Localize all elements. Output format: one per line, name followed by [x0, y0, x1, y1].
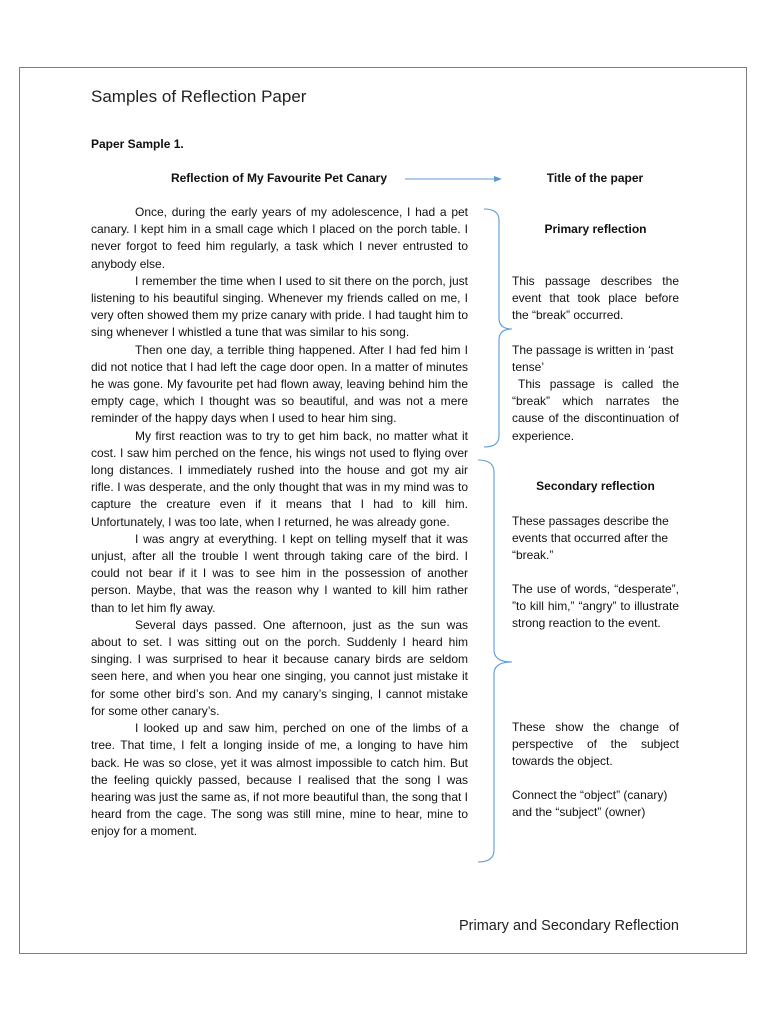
secondary-reflection-heading: Secondary reflection [536, 479, 655, 493]
primary-note-break: This passage is called the “break” which narrates the cause of the discontinuation of experience. [512, 377, 679, 443]
document-heading: Samples of Reflection Paper [91, 87, 307, 106]
essay-paragraph: I remember the time when I used to sit there on the porch, just listening to his beautiful singing. Whenever my friends called on me, I very often showed them my prize canary with pride. I had taught him to sing whenever I whistled a tune that was similar to his song. [91, 273, 468, 340]
primary-bracket [484, 209, 512, 447]
sample-label: Paper Sample 1. [91, 137, 184, 151]
secondary-note-word-use: The use of words, “desperate”, ”to kill him,” “angry” to illustrate strong reaction to the event. [512, 582, 679, 631]
footer-caption: Primary and Secondary Reflection [458, 918, 679, 934]
secondary-bracket [478, 460, 512, 862]
essay-paragraph: I was angry at everything. I kept on telling myself that it was unjust, after all the trouble I went through taking care of the bird. I could not bear if it I was to see him in the possession of another person. Maybe, that was the reason why I wanted to kill him rather than to let him fly away. [91, 531, 468, 615]
title-annotation: Title of the paper [546, 171, 644, 185]
essay-paragraph: Once, during the early years of my adolescence, I had a pet canary. I kept him in a small cage which I placed on the porch table. I never forgot to feed him regularly, a task which I never entrusted to anybody else. [91, 205, 468, 271]
secondary-note-after-break: These passages describe the events that occurred after the “break.” [512, 514, 669, 563]
primary-reflection-heading: Primary reflection [544, 222, 647, 236]
essay-paragraph: Then one day, a terrible thing happened. After I had fed him I did not notice that I had left the cage door open. In a matter of minutes he was gone. My favourite pet had flown away, leaving behind him the empty cage, which I thought was so beautiful, and was not a mere reminder of the happy days when I used to hear him sing. [91, 342, 468, 426]
essay-paragraph: I looked up and saw him, perched on one of the limbs of a tree. That time, I felt a longing inside of me, a longing to have him back. He was so close, yet it was almost impossible to catch him. But the feeling quickly passed, because I realised that the song I was hearing was just the same as, if not more beautiful than, the song that I heard from the cage. The song was still mine, mine to hear, mine to enjoy for a moment. [91, 721, 468, 839]
title-arrow-head [494, 176, 502, 182]
secondary-note-connection: Connect the “object” (canary) and the “subject” (owner) [512, 788, 668, 820]
primary-note-past-tense: The passage is written in ‘past tense’ [512, 343, 674, 375]
primary-note-before-break: This passage describes the event that took place before the “break” occurred. [512, 274, 679, 323]
essay-paragraph: My first reaction was to try to get him back, no matter what it cost. I saw him perched on the fence, his wings not used to flying over long distances. I immediately rushed into the house and got my air rifle. I was desperate, and the only thought that was in my mind was to capture the creature even if it means that I had to kill him. Unfortunately, I was too late, when I returned, he was already gone. [91, 428, 468, 529]
essay-paragraph: Several days passed. One afternoon, just as the sun was about to set. I was sitting out on the porch. Suddenly I heard him singing. I was surprised to hear it because canary birds are seldom seen here, and when you hear one singing, you cannot just mistake it for some other bird’s son. And my canary’s singing, I cannot mistake for some other canary’s. [91, 617, 468, 718]
secondary-note-perspective: These show the change of perspective of the subject towards the object. [512, 720, 679, 769]
essay-title: Reflection of My Favourite Pet Canary [170, 171, 388, 185]
